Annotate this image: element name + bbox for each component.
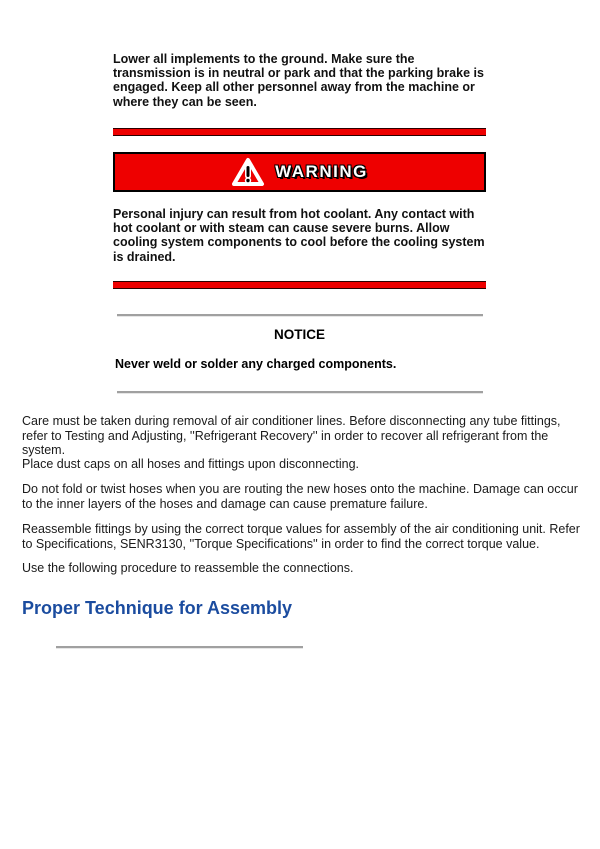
notice-bottom-rule <box>117 391 483 394</box>
warning-banner-label: WARNING <box>275 162 368 181</box>
red-divider-top <box>113 128 486 136</box>
footer-rule <box>56 646 303 649</box>
warning-banner <box>113 152 486 192</box>
body-paragraph: Do not fold or twist hoses when you are routing the new hoses onto the machine. Damage can occur to the inner layers of the hoses and damage can cause premature failure. <box>22 482 578 511</box>
section-heading: Proper Technique for Assembly <box>22 598 293 619</box>
warning-paragraph: Personal injury can result from hot coolant. Any contact with hot coolant or with steam can cause severe burns. Allow cooling system components to cool before the cooling system is drained. <box>113 207 485 264</box>
body-paragraph: Care must be taken during removal of air conditioner lines. Before disconnecting any tube fittings, refer to Testing and Adjusting, ''Refrigerant Recovery'' in order to recover all refrigerant from the system. <box>22 414 561 457</box>
notice-text: Never weld or solder any charged components. <box>115 357 397 371</box>
warning-triangle-icon <box>231 157 265 187</box>
pre-warning-paragraph: Lower all implements to the ground. Make sure the transmission is in neutral or park and that the parking brake is engaged. Keep all other personnel away from the machine or where they can be seen. <box>113 52 484 109</box>
body-paragraph: Use the following procedure to reassemble the connections. <box>22 561 354 575</box>
body-paragraph: Reassemble fittings by using the correct torque values for assembly of the air conditioning unit. Refer to Specifications, SENR3130, ''Torque Specifications'' in order to find the correct torque value. <box>22 522 580 551</box>
red-divider-bottom <box>113 281 486 289</box>
notice-title: NOTICE <box>273 327 325 342</box>
notice-top-rule <box>117 314 483 317</box>
body-paragraph: Place dust caps on all hoses and fittings upon disconnecting. <box>22 457 360 471</box>
